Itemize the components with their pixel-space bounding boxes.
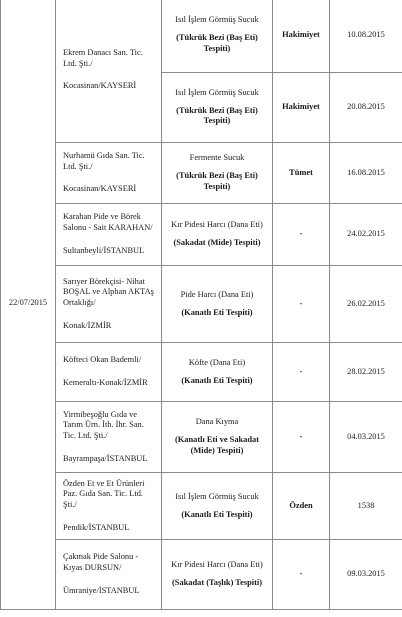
firm-city: Kemeraltı-Konak/İZMİR [63,378,157,389]
date-cell [330,266,402,343]
brand-cell [273,402,330,473]
firm-cell [56,473,162,540]
firm-name: Özden Et ve Et Ürünleri Paz. Gıda San. Tic. Ltd. Şti./ [63,479,157,511]
violation-issue: (Tükrük Bezi (Baş Eti) Tespiti) [166,106,268,128]
brand-cell [273,143,330,204]
brand-cell [273,204,330,266]
brand-name: - [300,299,303,308]
product-cell [162,143,273,204]
decision-date: 22/07/2015 [9,298,47,307]
date-cell [330,143,402,204]
product-cell [162,73,273,143]
date-cell [330,540,402,610]
violation-issue: (Kanatlı Eti Tespiti) [166,510,268,521]
detection-date: 09.03.2015 [347,569,385,578]
table-row [1,204,402,266]
product-name: Isıl İşlem Görmüş Sucuk [166,15,268,26]
product-cell [162,204,273,266]
detection-date: 26.02.2015 [347,299,385,308]
table-row [1,473,402,540]
detection-date: 1538 [358,501,375,510]
firm-name: Nurhamü Gıda San. Tic. Ltd. Şti./ [63,151,157,173]
brand-name: - [300,432,303,441]
firm-name: Karahan Pide ve Börek Salonu - Sait KARAHAN/ [63,212,157,234]
brand-cell [273,343,330,402]
product-name: Dana Kıyma [166,417,268,428]
product-name: Fermente Sucuk [166,153,268,164]
table-row [1,402,402,473]
firm-name: Çakmak Pide Salonu - Kıyas DURSUN/ [63,552,157,574]
brand-name: - [300,569,303,578]
product-name: Isıl İşlem Görmüş Sucuk [166,88,268,99]
date-cell [330,473,402,540]
product-cell [162,473,273,540]
date-cell [330,343,402,402]
product-cell [162,540,273,610]
product-name: Pide Harcı (Dana Eti) [166,290,268,301]
firm-name: Köfteci Okan Bademli/ [63,355,157,366]
detection-date: 10.08.2015 [347,30,385,39]
product-name: Kır Pidesi Harcı (Dana Eti) [166,560,268,571]
brand-name: Tümet [289,168,313,177]
brand-cell [273,73,330,143]
brand-name: Özden [289,501,312,510]
product-cell [162,343,273,402]
firm-city: Kocasinan/KAYSERİ [63,184,157,195]
violation-issue: (Kanatlı Eti Tespiti) [166,308,268,319]
date-cell [330,73,402,143]
firm-cell [56,343,162,402]
violation-issue: (Tükrük Bezi (Baş Eti) Tespiti) [166,33,268,55]
firm-city: Sultanbeyli/İSTANBUL [63,246,157,257]
product-name: Isıl İşlem Görmüş Sucuk [166,492,268,503]
firm-name: Sarıyer Börekçisi- Nihat BOŞAL ve Alphan AKTAş Ortaklığı/ [63,277,157,309]
brand-name: Hakimiyet [282,30,320,39]
product-cell [162,402,273,473]
table-row [1,143,402,204]
firm-city: Konak/İZMİR [63,321,157,332]
violation-issue: (Tükrük Bezi (Baş Eti) Tespiti) [166,171,268,193]
decision-date-cell [1,0,56,610]
firm-city: Ümraniye/İSTANBUL [63,586,157,597]
firm-cell [56,266,162,343]
firm-cell [56,204,162,266]
table-row [1,540,402,610]
brand-cell [273,540,330,610]
table-row [1,0,402,73]
firm-cell [56,402,162,473]
detection-date: 04.03.2015 [347,432,385,441]
detection-date: 16.08.2015 [347,168,385,177]
date-cell [330,0,402,73]
violation-issue: (Sakadat (Taşlık) Tespiti) [166,578,268,589]
detection-date: 20.08.2015 [347,102,385,111]
date-cell [330,402,402,473]
firm-city: Kocasinan/KAYSERİ [63,81,157,92]
firm-cell [56,540,162,610]
brand-cell [273,266,330,343]
firm-city: Pendik/İSTANBUL [63,523,157,534]
date-cell [330,204,402,266]
detection-date: 24.02.2015 [347,229,385,238]
brand-name: - [300,367,303,376]
brand-name: Hakimiyet [282,102,320,111]
table-row [1,266,402,343]
table-row [1,343,402,402]
firm-name: Yirmibeşoğlu Gıda ve Tarım Ürn. İth. İhr. San. Tic. Ltd. Şti./ [63,410,157,442]
detection-date: 28.02.2015 [347,367,385,376]
product-cell [162,266,273,343]
brand-name: - [300,229,303,238]
product-name: Köfte (Dana Eti) [166,358,268,369]
violation-issue: (Kanatlı Eti ve Sakadat (Mide) Tespiti) [166,435,268,457]
brand-cell [273,0,330,73]
violation-issue: (Kanatlı Eti Tespiti) [166,376,268,387]
firm-cell [56,143,162,204]
product-name: Kır Pidesi Harcı (Dana Eti) [166,220,268,231]
violation-issue: (Sakadat (Mide) Tespiti) [166,238,268,249]
firm-city: Bayrampaşa/İSTANBUL [63,454,157,465]
firm-cell [56,0,162,143]
firm-name: Ekrem Danacı San. Tic. Ltd. Şti./ [63,48,157,70]
brand-cell [273,473,330,540]
product-cell [162,0,273,73]
